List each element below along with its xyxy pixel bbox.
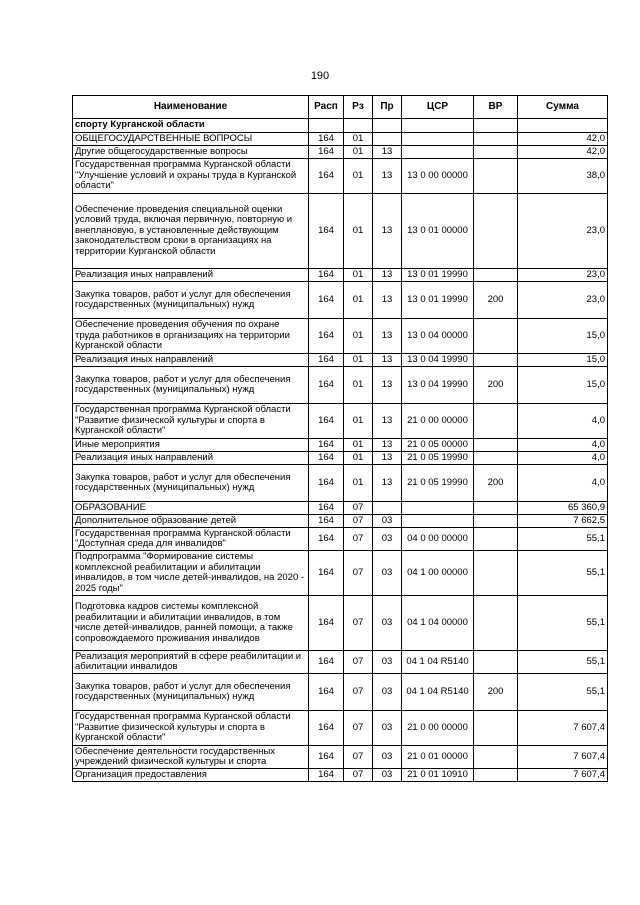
cell-rasp: 164 [309, 674, 344, 711]
cell-pr: 03 [373, 746, 402, 769]
table-row [73, 651, 608, 674]
cell-pr: 03 [373, 674, 402, 711]
table-header-row [73, 96, 608, 119]
cell-name: Подготовка кадров системы комплексной реабилитации и абилитации инвалидов, в том числе детей-инвалидов, ранней помощи, а также сопровождаемого проживания инвалидов [73, 596, 309, 651]
cell-sum: 4,0 [518, 452, 608, 465]
cell-csr: 13 0 00 00000 [402, 159, 474, 194]
cell-csr: 04 1 04 00000 [402, 596, 474, 651]
cell-sum: 4,0 [518, 465, 608, 502]
cell-rasp: 164 [309, 596, 344, 651]
cell-name: Подпрограмма "Формирование системы комплексной реабилитации и абилитации инвалидов, в том числе детей-инвалидов, на 2020 - 2025 годы" [73, 551, 309, 596]
cell-vr: 200 [474, 367, 518, 404]
cell-name: Закупка товаров, работ и услуг для обеспечения государственных (муниципальных) нужд [73, 282, 309, 319]
cell-rz: 01 [344, 354, 373, 367]
cell-csr: 13 0 01 19990 [402, 269, 474, 282]
table-row [73, 746, 608, 769]
cell-pr: 03 [373, 711, 402, 746]
table-row [73, 439, 608, 452]
table-row [73, 194, 608, 269]
cell-vr [474, 159, 518, 194]
cell-rz: 07 [344, 528, 373, 551]
cell-csr [402, 502, 474, 515]
cell-rasp: 164 [309, 354, 344, 367]
cell-csr: 21 0 05 19990 [402, 465, 474, 502]
cell-vr: 200 [474, 465, 518, 502]
cell-csr: 13 0 04 00000 [402, 319, 474, 354]
cell-rz: 01 [344, 146, 373, 159]
header-sum: Сумма [518, 96, 608, 119]
table-row [73, 269, 608, 282]
cell-name: Реализация мероприятий в сфере реабилитации и абилитации инвалидов [73, 651, 309, 674]
cell-csr: 13 0 01 19990 [402, 282, 474, 319]
cell-sum: 15,0 [518, 319, 608, 354]
cell-csr: 21 0 00 00000 [402, 404, 474, 439]
cell-name: Государственная программа Курганской области "Улучшение условий и охраны труда в Курганской области" [73, 159, 309, 194]
table-body [73, 119, 608, 782]
cell-vr: 200 [474, 282, 518, 319]
cell-vr [474, 528, 518, 551]
cell-rasp: 164 [309, 746, 344, 769]
cell-pr: 13 [373, 452, 402, 465]
cell-csr: 13 0 04 19990 [402, 367, 474, 404]
cell-sum: 4,0 [518, 439, 608, 452]
cell-vr [474, 269, 518, 282]
cell-rasp: 164 [309, 551, 344, 596]
table-row [73, 465, 608, 502]
cell-vr [474, 515, 518, 528]
cell-rasp [309, 119, 344, 133]
cell-vr [474, 651, 518, 674]
cell-rz: 01 [344, 269, 373, 282]
cell-sum: 7 607,4 [518, 769, 608, 782]
cell-rz: 07 [344, 502, 373, 515]
cell-rz: 01 [344, 367, 373, 404]
cell-csr [402, 133, 474, 146]
cell-rasp: 164 [309, 515, 344, 528]
cell-rz: 01 [344, 194, 373, 269]
cell-name: Обеспечение деятельности государственных учреждений физической культуры и спорта [73, 746, 309, 769]
header-rasp: Расп [309, 96, 344, 119]
cell-name: Реализация иных направлений [73, 354, 309, 367]
table-row [73, 711, 608, 746]
cell-rz: 07 [344, 596, 373, 651]
cell-rasp: 164 [309, 319, 344, 354]
cell-rasp: 164 [309, 367, 344, 404]
cell-vr [474, 502, 518, 515]
table-row [73, 354, 608, 367]
cell-pr: 13 [373, 404, 402, 439]
table-row [73, 367, 608, 404]
cell-rz: 01 [344, 159, 373, 194]
cell-sum: 38,0 [518, 159, 608, 194]
cell-rasp: 164 [309, 465, 344, 502]
cell-rasp: 164 [309, 146, 344, 159]
cell-pr [373, 119, 402, 133]
cell-rz [344, 119, 373, 133]
table-row [73, 159, 608, 194]
cell-rasp: 164 [309, 282, 344, 319]
cell-pr: 03 [373, 528, 402, 551]
cell-rasp: 164 [309, 651, 344, 674]
cell-vr [474, 404, 518, 439]
cell-csr: 04 1 04 R5140 [402, 674, 474, 711]
cell-pr: 03 [373, 551, 402, 596]
cell-name: Государственная программа Курганской области "Доступная среда для инвалидов" [73, 528, 309, 551]
cell-name: Обеспечение проведения специальной оценки условий труда, включая первичную, повторную и внеплановую, в установленные действующим законодательством сроки в организациях на территории Курганской области [73, 194, 309, 269]
cell-rz: 01 [344, 319, 373, 354]
cell-pr: 13 [373, 439, 402, 452]
cell-rz: 01 [344, 282, 373, 319]
table-row [73, 282, 608, 319]
cell-name: спорту Курганской области [73, 119, 309, 133]
cell-name: Иные мероприятия [73, 439, 309, 452]
cell-sum [518, 119, 608, 133]
cell-sum: 65 360,9 [518, 502, 608, 515]
cell-rasp: 164 [309, 528, 344, 551]
cell-pr: 03 [373, 596, 402, 651]
cell-vr [474, 596, 518, 651]
table-row [73, 502, 608, 515]
cell-rz: 07 [344, 674, 373, 711]
cell-pr: 13 [373, 354, 402, 367]
cell-vr [474, 133, 518, 146]
cell-name: Закупка товаров, работ и услуг для обеспечения государственных (муниципальных) нужд [73, 674, 309, 711]
cell-sum: 23,0 [518, 194, 608, 269]
header-name: Наименование [73, 96, 309, 119]
cell-name: Закупка товаров, работ и услуг для обеспечения государственных (муниципальных) нужд [73, 465, 309, 502]
table-row [73, 146, 608, 159]
cell-name: ОБЩЕГОСУДАРСТВЕННЫЕ ВОПРОСЫ [73, 133, 309, 146]
cell-rasp: 164 [309, 133, 344, 146]
cell-pr [373, 133, 402, 146]
table-row [73, 133, 608, 146]
cell-sum: 7 607,4 [518, 711, 608, 746]
cell-vr [474, 354, 518, 367]
cell-rz: 01 [344, 439, 373, 452]
cell-pr: 13 [373, 319, 402, 354]
cell-sum: 55,1 [518, 651, 608, 674]
cell-vr [474, 146, 518, 159]
cell-csr: 04 1 04 R5140 [402, 651, 474, 674]
cell-rz: 07 [344, 769, 373, 782]
table-row [73, 119, 608, 133]
cell-vr [474, 119, 518, 133]
cell-pr: 13 [373, 465, 402, 502]
cell-name: Другие общегосударственные вопросы [73, 146, 309, 159]
cell-rasp: 164 [309, 711, 344, 746]
cell-rasp: 164 [309, 404, 344, 439]
cell-csr: 21 0 01 00000 [402, 746, 474, 769]
cell-rasp: 164 [309, 194, 344, 269]
table-row [73, 674, 608, 711]
cell-rasp: 164 [309, 159, 344, 194]
cell-pr: 13 [373, 146, 402, 159]
cell-csr: 04 0 00 00000 [402, 528, 474, 551]
cell-sum: 23,0 [518, 269, 608, 282]
cell-pr: 13 [373, 194, 402, 269]
cell-rz: 07 [344, 711, 373, 746]
cell-name: Закупка товаров, работ и услуг для обеспечения государственных (муниципальных) нужд [73, 367, 309, 404]
cell-sum: 55,1 [518, 674, 608, 711]
cell-rz: 01 [344, 452, 373, 465]
cell-sum: 55,1 [518, 551, 608, 596]
cell-rz: 07 [344, 551, 373, 596]
cell-rasp: 164 [309, 769, 344, 782]
cell-csr: 21 0 01 10910 [402, 769, 474, 782]
table-row [73, 551, 608, 596]
cell-rz: 01 [344, 404, 373, 439]
cell-name: Реализация иных направлений [73, 452, 309, 465]
cell-sum: 4,0 [518, 404, 608, 439]
cell-sum: 42,0 [518, 146, 608, 159]
cell-csr: 21 0 05 00000 [402, 439, 474, 452]
cell-csr: 04 1 00 00000 [402, 551, 474, 596]
table-row [73, 769, 608, 782]
table-row [73, 596, 608, 651]
cell-pr: 13 [373, 282, 402, 319]
budget-table [72, 95, 608, 782]
table-row [73, 319, 608, 354]
cell-name: Организация предоставления [73, 769, 309, 782]
cell-vr [474, 746, 518, 769]
cell-name: Реализация иных направлений [73, 269, 309, 282]
cell-vr [474, 319, 518, 354]
cell-sum: 15,0 [518, 354, 608, 367]
cell-rasp: 164 [309, 269, 344, 282]
cell-pr: 13 [373, 159, 402, 194]
cell-sum: 23,0 [518, 282, 608, 319]
cell-rz: 07 [344, 515, 373, 528]
cell-csr: 13 0 01 00000 [402, 194, 474, 269]
cell-pr: 03 [373, 651, 402, 674]
cell-name: Государственная программа Курганской области "Развитие физической культуры и спорта в Курганской области" [73, 404, 309, 439]
table-row [73, 404, 608, 439]
cell-name: Дополнительное образование детей [73, 515, 309, 528]
cell-vr [474, 194, 518, 269]
cell-rz: 01 [344, 465, 373, 502]
header-vr: ВР [474, 96, 518, 119]
cell-sum: 7 662,5 [518, 515, 608, 528]
table-row [73, 528, 608, 551]
cell-name: Государственная программа Курганской области "Развитие физической культуры и спорта в Курганской области" [73, 711, 309, 746]
header-rz: Рз [344, 96, 373, 119]
table-row [73, 515, 608, 528]
cell-rasp: 164 [309, 439, 344, 452]
cell-csr: 13 0 04 19990 [402, 354, 474, 367]
cell-rz: 07 [344, 651, 373, 674]
cell-vr [474, 452, 518, 465]
cell-sum: 15,0 [518, 367, 608, 404]
page-number: 190 [310, 70, 330, 82]
cell-pr: 13 [373, 269, 402, 282]
cell-rz: 07 [344, 746, 373, 769]
cell-name: ОБРАЗОВАНИЕ [73, 502, 309, 515]
cell-csr: 21 0 00 00000 [402, 711, 474, 746]
cell-vr: 200 [474, 674, 518, 711]
cell-sum: 55,1 [518, 596, 608, 651]
table-row [73, 452, 608, 465]
cell-pr: 03 [373, 515, 402, 528]
cell-sum: 7 607,4 [518, 746, 608, 769]
cell-pr [373, 502, 402, 515]
header-pr: Пр [373, 96, 402, 119]
cell-csr [402, 515, 474, 528]
cell-pr: 13 [373, 367, 402, 404]
cell-sum: 42,0 [518, 133, 608, 146]
cell-pr: 03 [373, 769, 402, 782]
cell-vr [474, 769, 518, 782]
cell-csr [402, 119, 474, 133]
cell-rz: 01 [344, 133, 373, 146]
cell-name: Обеспечение проведения обучения по охране труда работников в организациях на территории Курганской области [73, 319, 309, 354]
cell-vr [474, 439, 518, 452]
cell-rasp: 164 [309, 452, 344, 465]
cell-csr: 21 0 05 19990 [402, 452, 474, 465]
header-csr: ЦСР [402, 96, 474, 119]
cell-vr [474, 711, 518, 746]
cell-sum: 55,1 [518, 528, 608, 551]
cell-csr [402, 146, 474, 159]
cell-rasp: 164 [309, 502, 344, 515]
cell-vr [474, 551, 518, 596]
